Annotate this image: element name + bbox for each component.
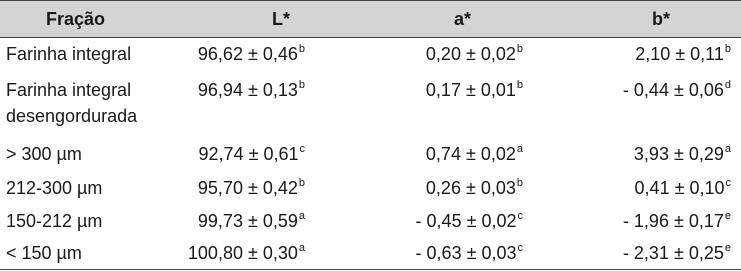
cell-b: 0,41 ± 0,10$^c$ xyxy=(634,177,731,198)
header-fracao: Fração xyxy=(46,9,106,29)
cell-l: 99,73 ± 0,59$^a$ xyxy=(197,210,305,231)
cell-fraction: Farinha integral xyxy=(6,44,132,64)
cell-fraction: 150-212 µm xyxy=(6,211,103,231)
cell-l: 96,62 ± 0,46$^b$ xyxy=(197,43,305,64)
cell-l: 96,94 ± 0,13$^b$ xyxy=(197,79,305,100)
header-a: a* xyxy=(454,9,472,29)
cell-fraction: Farinha integral xyxy=(6,80,132,100)
cell-b: - 2,31 ± 0,25$^e$ xyxy=(622,242,731,263)
cell-fraction: > 300 µm xyxy=(6,144,82,164)
cell-l: 95,70 ± 0,42$^b$ xyxy=(197,177,305,198)
cell-b: 3,93 ± 0,29$^a$ xyxy=(633,143,731,164)
cell-a: 0,26 ± 0,03$^b$ xyxy=(425,177,523,198)
bottom-rule xyxy=(0,269,741,270)
cell-l: 92,74 ± 0,61$^c$ xyxy=(198,143,305,164)
cell-fraction: 212-300 µm xyxy=(6,178,103,198)
cell-l: 100,80 ± 0,30$^a$ xyxy=(187,242,305,263)
header-l: L* xyxy=(272,9,290,29)
cell-a: - 0,45 ± 0,02$^c$ xyxy=(415,210,523,231)
cell-a: - 0,63 ± 0,03$^c$ xyxy=(415,242,523,263)
cell-b: 2,10 ± 0,11$^b$ xyxy=(635,43,731,64)
table-header xyxy=(0,0,741,38)
cell-a: 0,20 ± 0,02$^b$ xyxy=(425,43,523,64)
cell-b: - 0,44 ± 0,06$^d$ xyxy=(622,79,731,100)
header-b: b* xyxy=(652,9,670,29)
cell-fraction: < 150 µm xyxy=(6,243,82,263)
cell-a: 0,17 ± 0,01$^b$ xyxy=(425,79,523,100)
cell-a: 0,74 ± 0,02$^a$ xyxy=(425,143,523,164)
cell-b: - 1,96 ± 0,17$^e$ xyxy=(622,210,731,231)
cell-fraction-line2: desengordurada xyxy=(6,106,138,126)
